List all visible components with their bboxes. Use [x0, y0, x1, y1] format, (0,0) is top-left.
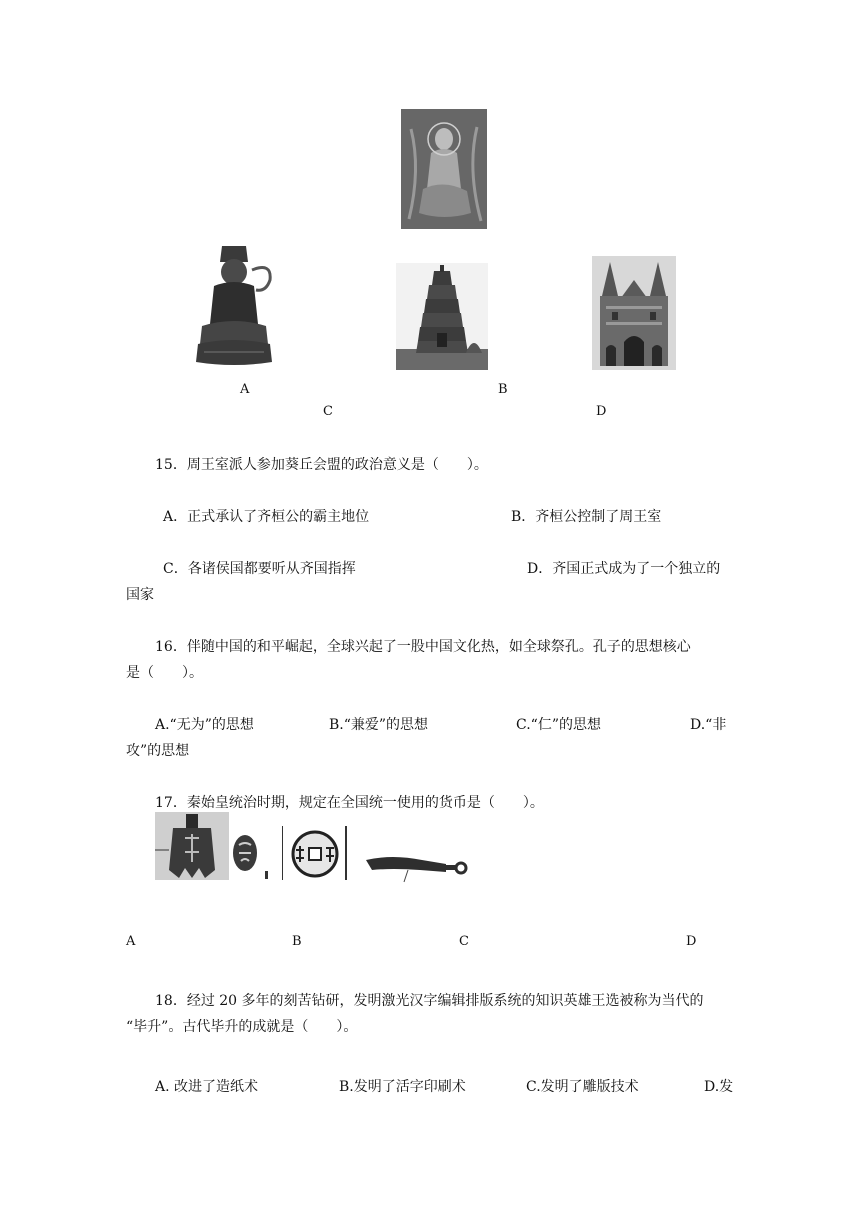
q18-stem: 18．经过 20 多年的刻苦钻研，发明激光汉字编辑排版系统的知识英雄王选被称为当代的 — [155, 993, 704, 1009]
q18-option-c: C.发明了雕版技术 — [526, 1079, 639, 1095]
q15-option-d-continued: 国家 — [126, 587, 154, 603]
q16-option-d-continued: 攻”的思想 — [126, 743, 190, 759]
guanyin-painting-image — [401, 109, 487, 229]
q17-label-b: B — [292, 934, 302, 949]
q17-label-c: C — [459, 934, 469, 949]
q18-option-a: A. 改进了造纸术 — [155, 1079, 259, 1095]
q16-option-a: A.“无为”的思想 — [155, 717, 254, 733]
q16-option-b: B.“兼爱”的思想 — [329, 717, 429, 733]
image-label-b: B — [498, 382, 508, 397]
q17-label-d: D — [686, 934, 697, 949]
q16-option-c: C.“仁”的思想 — [516, 717, 601, 733]
pagoda-image — [396, 263, 488, 370]
q18-stem-continued: “毕升”。古代毕升的成就是（ ）。 — [126, 1019, 358, 1035]
image-label-a: A — [240, 382, 250, 397]
ant-nose-coin-image — [229, 827, 273, 880]
q15-option-a: A．正式承认了齐桓公的霸主地位 — [163, 509, 370, 525]
q18-option-d: D.发 — [704, 1079, 734, 1095]
knife-coin-image — [362, 850, 472, 886]
spade-coin-image — [155, 812, 229, 880]
q15-option-c: C．各诸侯国都要听从齐国指挥 — [163, 561, 356, 577]
banliang-coin-image — [282, 826, 348, 880]
q15-option-b: B．齐桓公控制了周王室 — [511, 509, 662, 525]
q17-label-a: A — [126, 934, 136, 949]
q15-stem: 15．周王室派人参加葵丘会盟的政治意义是（ ）。 — [155, 457, 488, 473]
q18-option-b: B.发明了活字印刷术 — [339, 1079, 466, 1095]
image-label-d: D — [596, 404, 607, 419]
q16-option-d: D.“非 — [690, 717, 727, 733]
image-label-c: C — [323, 404, 333, 419]
q16-stem: 16．伴随中国的和平崛起，全球兴起了一股中国文化热，如全球祭孔。孔子的思想核心 — [155, 639, 691, 655]
q15-option-d: D．齐国正式成为了一个独立的 — [527, 561, 721, 577]
q16-stem-continued: 是（ ）。 — [126, 665, 203, 681]
buddha-statue-image — [192, 240, 276, 368]
cathedral-image — [592, 256, 676, 370]
q17-stem: 17．秦始皇统治时期，规定在全国统一使用的货币是（ ）。 — [155, 795, 544, 811]
